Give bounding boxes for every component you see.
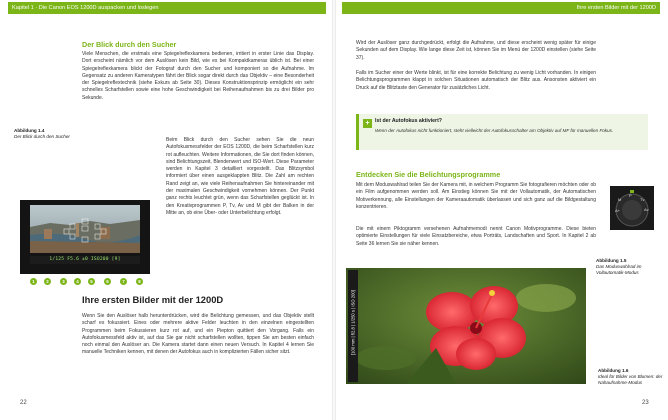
viewfinder-markers <box>20 278 150 288</box>
marker-badge: 7 <box>120 278 127 285</box>
caption-body: Das Moduswahlrad im Vollautomatik-Modus <box>596 264 642 275</box>
exif-text: [100 mm | f/2.8 | 1/250 s | ISO 200] <box>350 290 356 355</box>
viewfinder-readout: 1/125 F5.6 ±0 ISO200 [9] <box>30 256 140 264</box>
marker-badge: 8 <box>136 278 143 285</box>
figure-caption <box>596 258 662 276</box>
figure-caption <box>598 368 664 386</box>
section-heading: Der Blick durch den Sucher <box>82 40 177 49</box>
page-number: 22 <box>20 400 27 406</box>
page-number: 23 <box>642 400 649 406</box>
right-page <box>336 0 668 420</box>
marker-badge: 2 <box>44 278 51 285</box>
caption-title: Abbildung 1.4 <box>14 128 45 133</box>
paragraph: Die mit einem Piktogramm versehenen Aufnahmemodi nennt Canon Motivprogramme. Diese bieten optimierte Einstellungen für viele Einsatzbereiche, etwa Porträts, Landschaften und Sport. In Kapitel 2 ab Seite 36 lernen Sie sie näher kennen. <box>356 226 596 247</box>
left-page <box>0 0 332 420</box>
svg-text:A+: A+ <box>615 208 621 213</box>
section-heading: Entdecken Sie die Belichtungsprogramme <box>356 170 501 179</box>
viewfinder-photo <box>30 205 140 253</box>
paragraph: Mit dem Moduswahlrad teilen Sie der Kamera mit, in welchem Programm Sie fotografieren möchten oder ob ein Film aufgenommen werden soll. Am Einstieg können Sie mit der Vollautomatik, der Automatischen Motiverkennung, alle Einstellungen der Kameraautomatik überlassen und sich ganz auf die Bildgestaltung konzentrieren. <box>356 182 596 210</box>
tip-title: Ist der Autofokus aktiviert? <box>375 118 442 124</box>
paragraph: Wenn Sie den Auslöser halb herunterdrücken, wird die Belichtung gemessen, und das Objektiv stellt scharf es fokussiert. Eines oder mehrere aktive Felder leuchten in den einzelnen eingestellten Programmen beim Fokussieren kurz rot auf, und ein Piepton quittiert den Vorgang. Falls ein Autofokusmessfeld aktiv ist, auf das Sie gar nicht scharfstellen wollten, tippen Sie am besten einfach noch einmal den Auslöser an. Die Kamera startet dann einen neuen Versuch. In Kapitel 4 lernen Sie manuelle Techniken kennen, mit denen der Autofokus auch in komplizierten Fällen sicher sitzt. <box>82 313 314 356</box>
running-head: Kapitel 1 · Die Canon EOS 1200D auspacken und loslegen <box>8 2 326 14</box>
marker-badge: 1 <box>30 278 37 285</box>
running-head: Ihre ersten Bilder mit der 1200D <box>342 2 660 14</box>
caption-body: Ideal für Bilder von Blumen: der Nahaufnahme-Modus <box>598 374 663 385</box>
tip-icon: + <box>363 119 372 128</box>
paragraph: Wird der Auslöser ganz durchgedrückt, erfolgt die Aufnahme, und diese erscheint wenig später für einige Sekunden auf dem Display. Wie lange diese Zeit ist, können Sie im Menü der 1200D einstellen (siehe Seite 37). <box>356 40 596 61</box>
svg-text:M: M <box>618 197 622 202</box>
paragraph: Beim Blick durch den Sucher sehen Sie die neun Autofokusmessfelder der EOS 1200D, die beim Scharfstellen kurz rot aufleuchten. Weitere Informationen, die Sie dort finden können, sind Belichtungszeit, Blendenwert und ISO-Wert. Diese Parameter werden in Kapitel 3 detailliert vorgestellt. Das Blitzsymbol informiert über einen ausgeklappten Blitz. Die Zahl am rechten Rand zeigt an, wie viele Reihenaufnahmen Sie hintereinander mit der maximalen Geschwindigkeit vornehmen können. Der Punkt ganz rechts leuchtet grün, wenn das Scharfstellen geglückt ist. In den Kreativprogrammen P, Tv, Av und M gibt der Balken in der Mitte an, ob eine Über- oder Unterbelichtung erfolgt. <box>166 137 314 216</box>
exif-strip <box>348 270 358 382</box>
figure-caption <box>14 128 74 140</box>
tip-box <box>356 114 648 150</box>
paragraph: Falls im Sucher einer der Werte blinkt, ist für eine korrekte Belichtung zu wenig Licht vorhanden. In einigen Belichtungsprogrammen klappt in solchen Situationen automatisch der Blitz aus. Ansonsten aktiviert ein Druck auf die Blitztaste den Generator für zusätzliches Licht. <box>356 70 596 91</box>
svg-text:Av: Av <box>644 207 649 212</box>
chapter-heading: Ihre ersten Bilder mit der 1200D <box>82 294 224 305</box>
svg-text:P: P <box>629 193 632 198</box>
mode-dial-icon <box>610 186 654 230</box>
flower-photo <box>346 268 586 384</box>
marker-badge: 5 <box>88 278 95 285</box>
caption-title: Abbildung 1.5 <box>596 258 627 263</box>
paragraph: Viele Menschen, die erstmals eine Spiegelreflexkamera bedienen, irritiert in erster Linie das Display. Dort erscheint nämlich vor dem Auslösen kein Bild, wie es bei Kompaktkameras üblich ist. Bei einer Spiegelreflexkamera blickt der Fotograf durch den Sucher und komponiert so die Aufnahme. Im Gegensatz zu anderen Kameratypen fährt der Blick sogar direkt durch das Objektiv – eine Besonderheit der Spiegelreflextechnik (siehe Exkurs ab Seite 30). Dieses Konstruktionsprinzip ermöglicht ein sehr schnelles Scharfstellen sowie eine hohe Geschwindigkeit bei Reihenaufnahmen bis zu drei Bilder pro Sekunde. <box>82 51 314 101</box>
hibiscus-image <box>346 268 586 384</box>
caption-title: Abbildung 1.6 <box>598 368 629 373</box>
marker-badge: 4 <box>74 278 81 285</box>
viewfinder-image <box>20 200 150 274</box>
tip-body: Wenn der Autofokus nicht funktioniert, steht vielleicht der Autofokusschalter am Objektiv auf MF für manuellen Fokus. <box>375 128 614 133</box>
marker-badge: 6 <box>104 278 111 285</box>
caption-body: Der Blick durch den Sucher <box>14 134 70 139</box>
marker-badge: 3 <box>60 278 67 285</box>
mode-dial-image <box>610 186 654 230</box>
svg-text:Tv: Tv <box>640 197 645 202</box>
